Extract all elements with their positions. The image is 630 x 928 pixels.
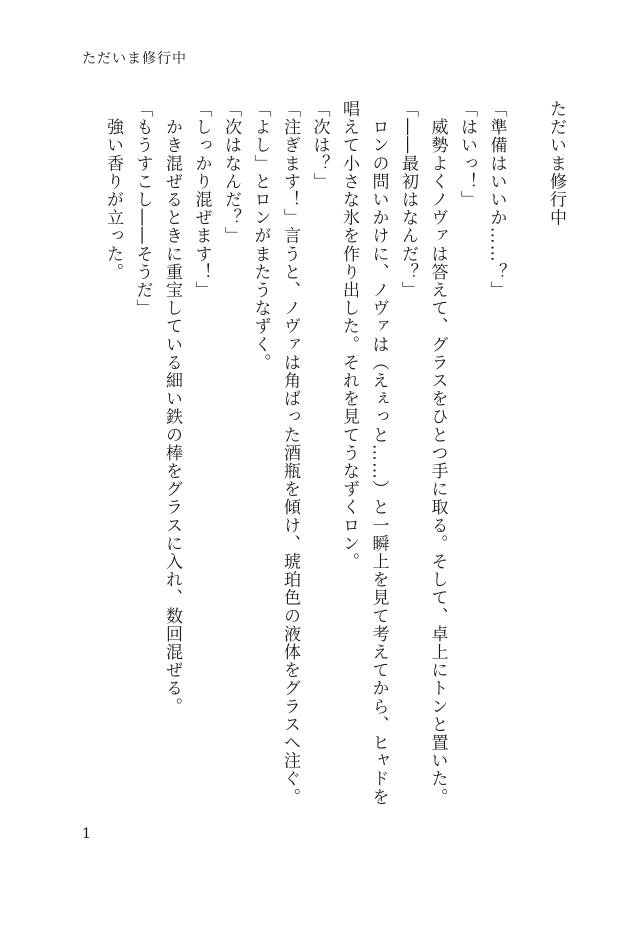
text-line: 強い香りが立った。 [103, 100, 123, 281]
text-line: 唱えて小さな氷を作り出した。それを見てうなずくロン。 [339, 100, 359, 571]
text-line: かき混ぜるときに重宝している細い鉄の棒をグラスに入れ、数回混ぜる。 [162, 100, 182, 716]
text-line: 「もうすこし――そうだ」 [132, 100, 153, 318]
text-line: 「しっかり混ぜます！」 [191, 100, 212, 300]
text-line: 「注ぎます！」言うと、ノヴァは角ばった酒瓶を傾け、琥珀色の液体をグラスへ注ぐ。 [280, 100, 300, 806]
chapter-title: ただいま修行中 [546, 100, 566, 227]
text-line: 「よし」とロンがまたうなずく。 [250, 100, 271, 372]
text-line: 「はいっ！」 [457, 100, 477, 209]
text-line: ロンの問いかけに、ノヴァは（えぇっと……）と一瞬上を見て考えてから、ヒャドを [368, 100, 389, 806]
page-number: 1 [82, 826, 91, 842]
text-line: 「――最初はなんだ？」 [398, 100, 418, 300]
text-line: 「準備はいいか……？」 [486, 100, 507, 300]
text-line: 「次は？」 [309, 100, 330, 191]
text-line: 「次はなんだ？」 [221, 100, 241, 245]
vertical-text-body [70, 100, 570, 820]
running-header: ただいま修行中 [82, 51, 187, 67]
text-line: 威勢よくノヴァは答えて、グラスをひとつ手に取る。そして、卓上にトンと置いた。 [427, 100, 448, 806]
